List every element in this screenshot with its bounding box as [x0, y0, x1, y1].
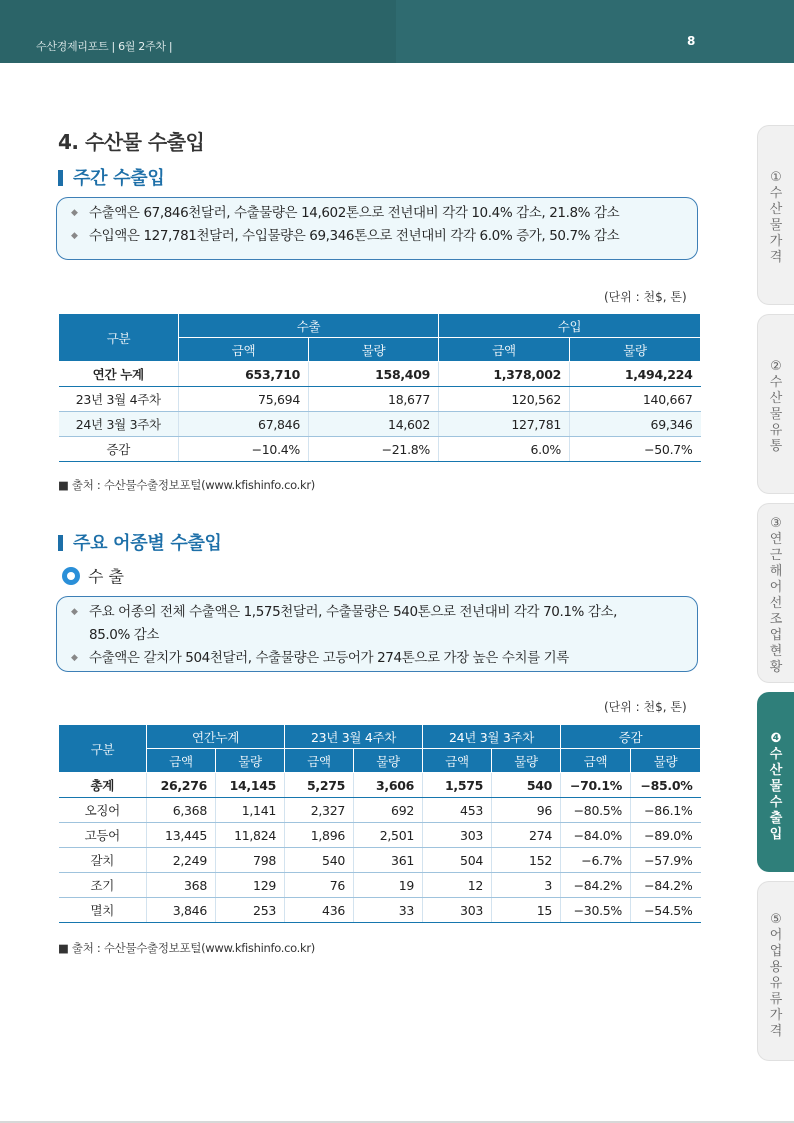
cell: 274	[492, 823, 561, 848]
cell: −84.2%	[561, 873, 631, 898]
subheader-volume: 물량	[631, 749, 701, 773]
table-row	[59, 412, 701, 437]
group-header-export: 수출	[179, 314, 439, 338]
subheader-amount: 금액	[561, 749, 631, 773]
cell: 436	[285, 898, 354, 923]
table-row	[59, 387, 701, 412]
cell: 1,141	[216, 798, 285, 823]
table-row	[59, 848, 701, 873]
table-row	[59, 437, 701, 462]
group-header: 24년 3월 3주차	[423, 725, 561, 749]
cell: 140,667	[570, 387, 701, 412]
side-tab-fishing[interactable]	[757, 503, 794, 683]
summary-bullet-text: 수출액은 67,846천달러, 수출물량은 14,602톤으로 전년대비 각각 10.4% 감소, 21.8% 감소	[89, 205, 620, 221]
summary-bullet-text: 수출액은 갈치가 504천달러, 수출물량은 고등어가 274톤으로 가장 높은 수치를 기록	[89, 650, 569, 666]
cell: 2,249	[147, 848, 216, 873]
cell: 798	[216, 848, 285, 873]
side-tab-label	[769, 731, 783, 843]
tab-text: 수산물수출입	[769, 747, 783, 842]
summary-bullet-continued	[69, 624, 685, 647]
cell: −54.5%	[631, 898, 701, 923]
diamond-bullet-icon: ◆	[71, 231, 78, 241]
cell: 67,846	[179, 412, 309, 437]
table-corner-header: 구분	[59, 725, 147, 773]
tab-number: ①	[770, 170, 782, 185]
cell: 5,275	[285, 773, 354, 798]
weekly-unit-label: (단위 : 천$, 톤)	[604, 290, 687, 304]
weekly-heading	[58, 164, 164, 190]
row-label: 총계	[59, 773, 147, 798]
export-subheading	[62, 564, 124, 587]
tab-text: 어업용유류가격	[769, 928, 783, 1039]
cell: 96	[492, 798, 561, 823]
group-header: 연간누계	[147, 725, 285, 749]
summary-bullet-text: 수입액은 127,781천달러, 수입물량은 69,346톤으로 전년대비 각각 6.0% 증가, 50.7% 감소	[89, 228, 620, 244]
side-tab-label	[769, 359, 783, 455]
table-row	[59, 823, 701, 848]
table-row	[59, 362, 701, 387]
subheader-volume: 물량	[570, 338, 701, 362]
diamond-bullet-icon: ◆	[71, 653, 78, 663]
cell: 3	[492, 873, 561, 898]
cell: −30.5%	[561, 898, 631, 923]
cell: 1,896	[285, 823, 354, 848]
species-heading	[58, 529, 222, 555]
cell: 692	[354, 798, 423, 823]
weekly-heading-text: 주간 수출입	[73, 168, 165, 189]
row-label: 23년 3월 4주차	[59, 387, 179, 412]
subheader-amount: 금액	[179, 338, 309, 362]
subheader-amount: 금액	[147, 749, 216, 773]
cell: 303	[423, 823, 492, 848]
side-tab-trade[interactable]	[757, 692, 794, 872]
tab-number: ❹	[770, 731, 782, 746]
cell: 1,378,002	[439, 362, 570, 387]
cell: −85.0%	[631, 773, 701, 798]
summary-bullet	[69, 225, 685, 248]
cell: 6,368	[147, 798, 216, 823]
weekly-summary-box	[56, 197, 698, 260]
diamond-bullet-icon: ◆	[71, 607, 78, 617]
summary-bullet	[69, 647, 685, 670]
cell: −84.0%	[561, 823, 631, 848]
subheader-volume: 물량	[354, 749, 423, 773]
cell: 361	[354, 848, 423, 873]
cell: −21.8%	[309, 437, 439, 462]
cell: 453	[423, 798, 492, 823]
table-row	[59, 898, 701, 923]
circle-bullet-icon	[62, 567, 80, 585]
export-subheading-text: 수 출	[88, 567, 124, 586]
side-tab-distribution[interactable]	[757, 314, 794, 494]
cell: 303	[423, 898, 492, 923]
cell: −10.4%	[179, 437, 309, 462]
row-label: 24년 3월 3주차	[59, 412, 179, 437]
cell: 368	[147, 873, 216, 898]
row-label: 조기	[59, 873, 147, 898]
cell: 540	[285, 848, 354, 873]
cell: 1,575	[423, 773, 492, 798]
species-unit-label: (단위 : 천$, 톤)	[604, 700, 687, 714]
cell: 33	[354, 898, 423, 923]
cell: 127,781	[439, 412, 570, 437]
cell: 3,846	[147, 898, 216, 923]
table-row	[59, 773, 701, 798]
tab-text: 수산물유통	[769, 375, 783, 454]
tab-text: 수산물가격	[769, 186, 783, 265]
cell: −50.7%	[570, 437, 701, 462]
cell: 6.0%	[439, 437, 570, 462]
cell: −80.5%	[561, 798, 631, 823]
cell: 2,501	[354, 823, 423, 848]
cell: 11,824	[216, 823, 285, 848]
subheader-volume: 물량	[492, 749, 561, 773]
cell: −57.9%	[631, 848, 701, 873]
page-number: 8	[687, 34, 696, 48]
report-breadcrumb: 수산경제리포트 | 6월 2주차 |	[36, 40, 173, 53]
row-label: 증감	[59, 437, 179, 462]
species-trade-table	[58, 724, 701, 923]
cell: −89.0%	[631, 823, 701, 848]
tab-number: ③	[770, 516, 782, 531]
group-header-import: 수입	[439, 314, 701, 338]
side-tab-fuel[interactable]	[757, 881, 794, 1061]
cell: 158,409	[309, 362, 439, 387]
subheader-amount: 금액	[285, 749, 354, 773]
diamond-bullet-icon: ◆	[71, 208, 78, 218]
heading-bar-icon	[58, 535, 63, 551]
subheader-volume: 물량	[309, 338, 439, 362]
cell: 129	[216, 873, 285, 898]
summary-bullet	[69, 601, 685, 624]
group-header: 23년 3월 4주차	[285, 725, 423, 749]
cell: 26,276	[147, 773, 216, 798]
species-source-note: ■ 출처 : 수산물수출정보포털(www.kfishinfo.co.kr)	[58, 941, 315, 955]
cell: 504	[423, 848, 492, 873]
subheader-volume: 물량	[216, 749, 285, 773]
cell: −70.1%	[561, 773, 631, 798]
row-label: 오징어	[59, 798, 147, 823]
side-tab-label	[769, 516, 783, 676]
species-summary-box	[56, 596, 698, 672]
heading-bar-icon	[58, 170, 63, 186]
weekly-source-note: ■ 출처 : 수산물수출정보포털(www.kfishinfo.co.kr)	[58, 478, 315, 492]
cell: 2,327	[285, 798, 354, 823]
cell: 653,710	[179, 362, 309, 387]
summary-bullet	[69, 202, 685, 225]
row-label: 고등어	[59, 823, 147, 848]
tab-number: ②	[770, 359, 782, 374]
cell: 13,445	[147, 823, 216, 848]
cell: 19	[354, 873, 423, 898]
cell: 75,694	[179, 387, 309, 412]
side-tab-label	[769, 912, 783, 1040]
subheader-amount: 금액	[439, 338, 570, 362]
side-tab-prices[interactable]	[757, 125, 794, 305]
row-label: 갈치	[59, 848, 147, 873]
section-title: 4. 수산물 수출입	[58, 130, 205, 154]
cell: 69,346	[570, 412, 701, 437]
table-row	[59, 798, 701, 823]
tab-text: 연근해어선조업현황	[769, 532, 783, 675]
row-label: 연간 누계	[59, 362, 179, 387]
cell: 1,494,224	[570, 362, 701, 387]
cell: 120,562	[439, 387, 570, 412]
cell: 12	[423, 873, 492, 898]
cell: −86.1%	[631, 798, 701, 823]
cell: 253	[216, 898, 285, 923]
row-label: 멸치	[59, 898, 147, 923]
cell: 14,145	[216, 773, 285, 798]
cell: 152	[492, 848, 561, 873]
cell: 540	[492, 773, 561, 798]
page-header	[0, 0, 794, 63]
group-header: 증감	[561, 725, 701, 749]
cell: −6.7%	[561, 848, 631, 873]
cell: 15	[492, 898, 561, 923]
cell: 76	[285, 873, 354, 898]
side-tab-label	[769, 170, 783, 266]
tab-number: ⑤	[770, 912, 782, 927]
cell: 18,677	[309, 387, 439, 412]
weekly-trade-table	[58, 313, 701, 462]
table-corner-header: 구분	[59, 314, 179, 362]
cell: 14,602	[309, 412, 439, 437]
cell: −84.2%	[631, 873, 701, 898]
species-heading-text: 주요 어종별 수출입	[73, 533, 222, 554]
table-row	[59, 873, 701, 898]
subheader-amount: 금액	[423, 749, 492, 773]
cell: 3,606	[354, 773, 423, 798]
summary-bullet-text: 주요 어종의 전체 수출액은 1,575천달러, 수출물량은 540톤으로 전년대비 각각 70.1% 감소,	[89, 604, 618, 620]
summary-bullet-text: 85.0% 감소	[89, 627, 160, 643]
